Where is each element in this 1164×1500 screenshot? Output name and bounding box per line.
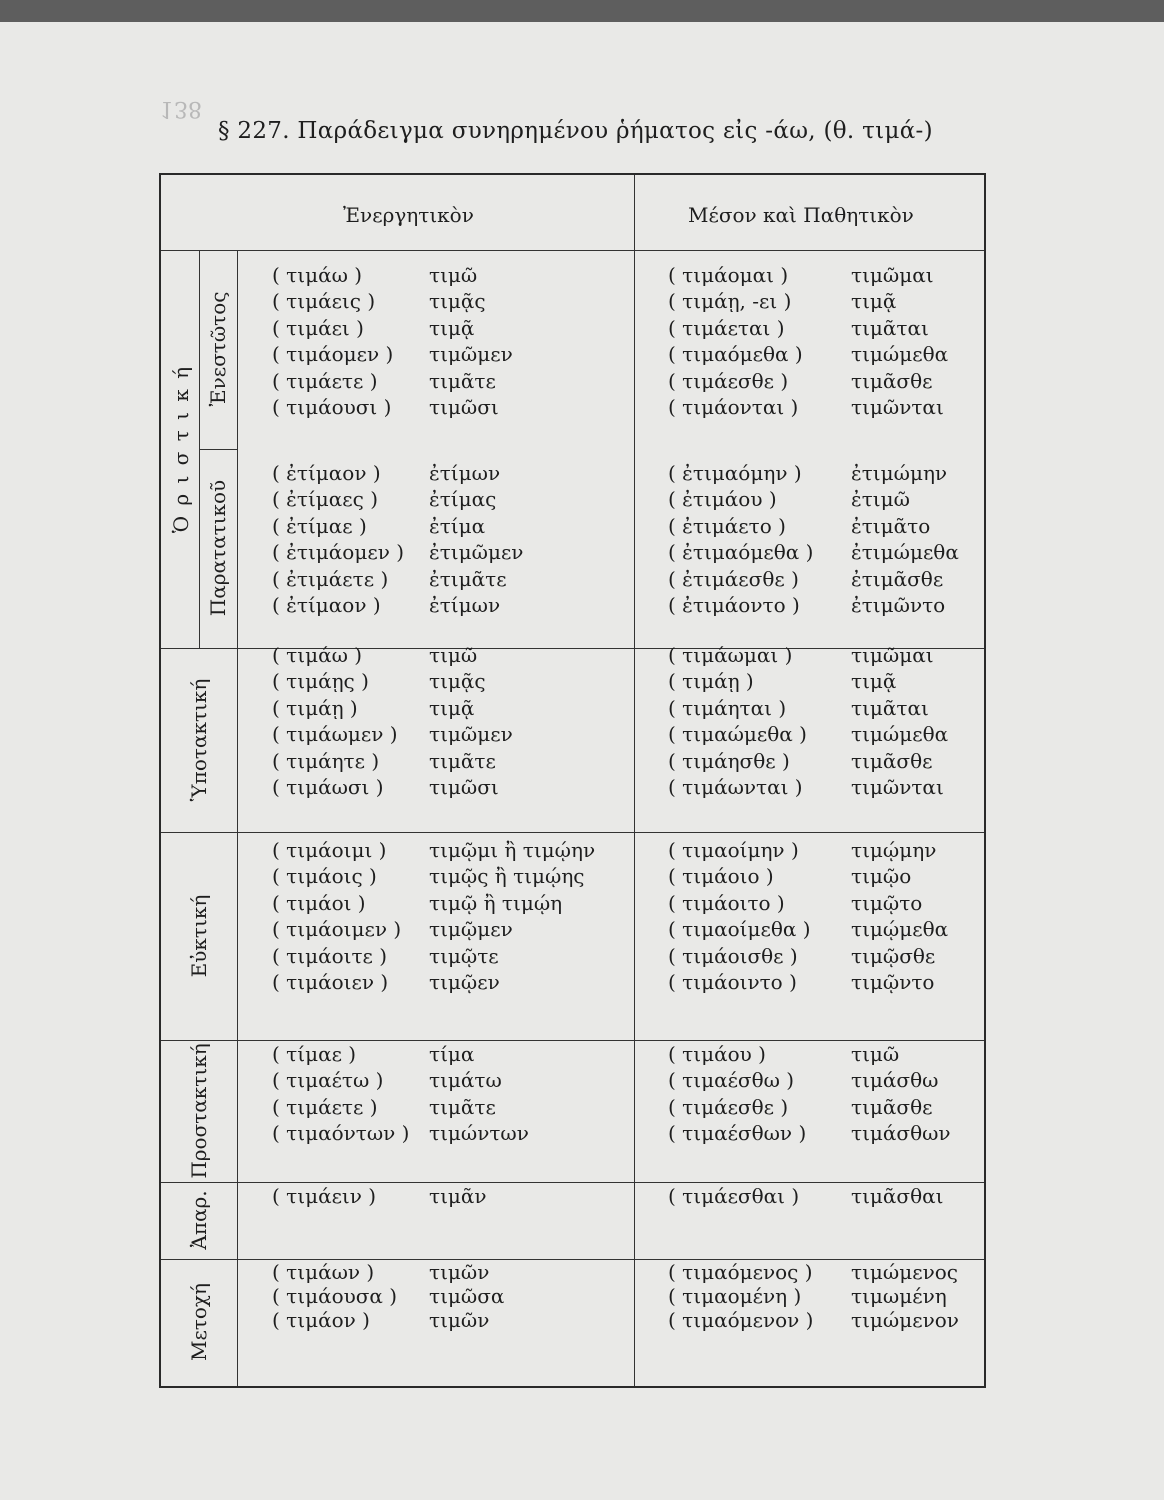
form-cell: τιμωμένη (851, 1284, 947, 1308)
form-cell: ( τιμάωνται ) (668, 775, 803, 799)
header-middle-passive: Μέσον καὶ Παθητικὸν (688, 203, 914, 227)
form-cell: ( τιμαόμενος ) (668, 1260, 813, 1284)
form-cell: τιμᾶν (429, 1184, 487, 1208)
form-cell: ( τιμάετε ) (272, 368, 378, 393)
form-cell: τιμάτω (429, 1068, 502, 1093)
form-cell: τιμᾶσθε (851, 748, 933, 773)
form-cell: ( τιμάονται ) (668, 395, 799, 419)
form-cell: τιμᾶται (851, 315, 929, 340)
subsection-rule (199, 449, 237, 450)
form-cell: ἐτιμᾶσθε (851, 566, 944, 591)
form-cell: ( τιμαόμεθα ) (668, 342, 803, 367)
form-cell: ( τιμάηται ) (668, 695, 787, 720)
form-cell: τιμῶνται (851, 395, 944, 419)
mood-label-metochi: Μετοχή (187, 1282, 211, 1362)
form-cell: ( τιμάετε ) (272, 1094, 378, 1119)
form-cell: ( τιμάοιο ) (668, 864, 774, 889)
mood-label-oristiki: Ὁ ρ ι σ τ ι κ ή (169, 364, 193, 534)
form-cell: ἐτιμῶ (851, 487, 910, 512)
form-cell: ( τιμαέσθω ) (668, 1068, 795, 1093)
section-rule (161, 1040, 984, 1041)
form-cell: ( τιμαοίμεθα ) (668, 917, 811, 942)
form-cell: τιμῷεν (429, 970, 500, 994)
mood-label-euktiki: Εὐκτική (187, 894, 211, 978)
section-rule (161, 1182, 984, 1183)
form-cell: ( ἐτίμαον ) (272, 593, 381, 617)
form-cell: τιμᾶσθε (851, 368, 933, 393)
form-cell: ( τιμάομεν ) (272, 342, 394, 367)
form-cell: τιμᾶσθε (851, 1094, 933, 1119)
form-cell: ( τιμάωσι ) (272, 775, 384, 799)
form-cell: τιμῶ (429, 263, 478, 287)
form-cell: τιμᾷ (851, 289, 897, 314)
form-cell: τιμώμεθα (851, 722, 949, 747)
label-column-rule (237, 250, 238, 1386)
form-cell: ( τιμάοις ) (272, 864, 377, 889)
form-cell: ( ἐτίμαες ) (272, 487, 379, 512)
form-cell: ( τιμάοι ) (272, 890, 366, 915)
form-cell: ( τιμάεσθαι ) (668, 1184, 800, 1208)
form-cell: ( ἐτιμάοντο ) (668, 593, 800, 617)
form-cell: τίμα (429, 1042, 475, 1066)
form-cell: ( τιμάωμαι ) (668, 643, 793, 667)
page-number: 138 (160, 96, 202, 121)
form-cell: τιμῶ (851, 1042, 900, 1066)
mood-label-aparemfato: Ἀπαρ. (187, 1190, 211, 1250)
form-cell: ( τιμάῃ ) (668, 669, 754, 694)
form-cell: τιμώμεθα (851, 342, 949, 367)
form-cell: τιμῶμεν (429, 342, 513, 367)
form-cell: τιμάσθω (851, 1068, 939, 1093)
form-cell: ἐτιμᾶτε (429, 566, 507, 591)
form-cell: τιμῷς ἢ τιμῴης (429, 864, 585, 889)
form-cell: ( τιμάεσθε ) (668, 1094, 789, 1119)
form-cell: ( τιμάον ) (272, 1308, 370, 1332)
form-cell: τιμῷσθε (851, 943, 936, 968)
form-cell: τιμῶσι (429, 775, 499, 799)
form-cell: ( ἐτίμαον ) (272, 461, 381, 485)
form-cell: ( τιμάεις ) (272, 289, 376, 314)
form-cell: τιμῷ ἢ τιμῴη (429, 890, 563, 915)
form-cell: ( τιμαέτω ) (272, 1068, 384, 1093)
mood-label-paratatikou: Παρατατικοῦ (206, 479, 230, 617)
form-cell: τιμῷτο (851, 890, 923, 915)
form-cell: ( τιμαοίμην ) (668, 838, 799, 862)
form-cell: τιμῶν (429, 1260, 490, 1284)
header-active: Ἐνεργητικὸν (343, 203, 474, 227)
form-cell: ( τιμάω ) (272, 263, 363, 287)
form-cell: τιμᾶτε (429, 368, 496, 393)
form-cell: τιμῶσα (429, 1284, 505, 1308)
form-cell: ἐτιμώμην (851, 461, 948, 485)
form-cell: ἐτίμας (429, 487, 497, 512)
page-title: § 227. Παράδειγμα συνηρημένου ῥήματος εἰς -άω, (θ. τιμά-) (218, 118, 933, 144)
form-cell: ( τιμάησθε ) (668, 748, 790, 773)
form-cell: ( τιμαομένη ) (668, 1284, 802, 1308)
form-cell: τιμώντων (429, 1121, 529, 1146)
form-cell: ( ἐτιμάου ) (668, 487, 777, 512)
form-cell: ἐτίμων (429, 593, 501, 617)
form-cell: τιμᾷ (851, 669, 897, 694)
form-cell: τιμᾶτε (429, 1094, 496, 1119)
form-cell: ( τιμάου ) (668, 1042, 766, 1066)
form-cell: ( ἐτιμαόμην ) (668, 461, 802, 485)
form-cell: ἐτιμῶμεν (429, 540, 524, 565)
form-cell: τιμῶμεν (429, 722, 513, 747)
form-cell: ( ἐτιμάεσθε ) (668, 566, 799, 591)
form-cell: τιμᾶται (851, 695, 929, 720)
form-cell: ( τιμάοιτε ) (272, 943, 388, 968)
form-cell: ἐτίμα (429, 513, 486, 538)
form-cell: τιμῷμεν (429, 917, 513, 942)
form-cell: ἐτιμᾶτο (851, 513, 931, 538)
form-cell: τιμῶν (429, 1308, 490, 1332)
form-cell: ( ἐτιμάομεν ) (272, 540, 405, 565)
label-column-rule (199, 250, 200, 648)
form-cell: ( ἐτιμάετε ) (272, 566, 389, 591)
form-cell: ( τιμάοιτο ) (668, 890, 785, 915)
form-cell: ( τιμάομαι ) (668, 263, 789, 287)
voice-column-rule (634, 175, 635, 1386)
section-rule (161, 832, 984, 833)
form-cell: ( τιμάητε ) (272, 748, 380, 773)
form-cell: ἐτιμώμεθα (851, 540, 959, 565)
form-cell: ( τιμαέσθων ) (668, 1121, 807, 1146)
form-cell: ( τιμάοιμι ) (272, 838, 387, 862)
form-cell: ( τιμαόντων ) (272, 1121, 410, 1146)
form-cell: τιμῶσι (429, 395, 499, 419)
form-cell: τιμῴμην (851, 838, 937, 862)
form-cell: τιμῶ (429, 643, 478, 667)
form-cell: ( τιμάεσθε ) (668, 368, 789, 393)
header-rule (161, 250, 984, 251)
form-cell: ἐτιμῶντο (851, 593, 946, 617)
mood-label-enestotos: Ἐνεστῶτος (206, 291, 230, 407)
form-cell: ( τιμάοιεν ) (272, 970, 389, 994)
form-cell: τιμᾷ (429, 695, 475, 720)
mood-label-prostaktiki: Προστακτική (187, 1043, 211, 1179)
form-cell: ( τιμάῃ ) (272, 695, 358, 720)
form-cell: ( τιμάῃς ) (272, 669, 369, 694)
form-cell: ( τιμαώμεθα ) (668, 722, 807, 747)
form-cell: ( τιμάουσα ) (272, 1284, 398, 1308)
form-cell: τιμῴμεθα (851, 917, 949, 942)
form-cell: τιμώμενον (851, 1308, 959, 1332)
form-cell: τιμῶμαι (851, 263, 934, 287)
form-cell: τιμώμενος (851, 1260, 958, 1284)
form-cell: ( τιμαόμενον ) (668, 1308, 814, 1332)
form-cell: τιμᾷ (429, 315, 475, 340)
form-cell: ( τιμάοιμεν ) (272, 917, 402, 942)
mood-label-ypotaktiki: Ὑποτακτική (187, 678, 211, 802)
form-cell: τιμάσθων (851, 1121, 951, 1146)
form-cell: ( τιμάῃ, -ει ) (668, 289, 792, 314)
form-cell: τιμῷντο (851, 970, 935, 994)
form-cell: ( ἐτίμαε ) (272, 513, 367, 538)
form-cell: ( τιμάοιντο ) (668, 970, 797, 994)
form-cell: τιμῶνται (851, 775, 944, 799)
form-cell: ( τιμάουσι ) (272, 395, 392, 419)
form-cell: τιμῷμι ἢ τιμῴην (429, 838, 596, 862)
form-cell: τιμῶμαι (851, 643, 934, 667)
scan-edge-band (0, 0, 1164, 22)
form-cell: ( τιμάω ) (272, 643, 363, 667)
form-cell: ( τίμαε ) (272, 1042, 357, 1066)
form-cell: τιμᾶτε (429, 748, 496, 773)
form-cell: ( τιμάειν ) (272, 1184, 377, 1208)
form-cell: ( ἐτιμαόμεθα ) (668, 540, 814, 565)
form-cell: ( τιμάων ) (272, 1260, 375, 1284)
form-cell: ( τιμάει ) (272, 315, 364, 340)
form-cell: τιμῷτε (429, 943, 499, 968)
form-cell: τιμᾷς (429, 289, 486, 314)
form-cell: ( τιμάοισθε ) (668, 943, 798, 968)
form-cell: τιμῷο (851, 864, 912, 889)
form-cell: τιμᾷς (429, 669, 486, 694)
form-cell: ἐτίμων (429, 461, 501, 485)
form-cell: ( τιμάωμεν ) (272, 722, 398, 747)
form-cell: ( ἐτιμάετο ) (668, 513, 786, 538)
conjugation-table (159, 173, 986, 1388)
form-cell: τιμᾶσθαι (851, 1184, 944, 1208)
form-cell: ( τιμάεται ) (668, 315, 785, 340)
